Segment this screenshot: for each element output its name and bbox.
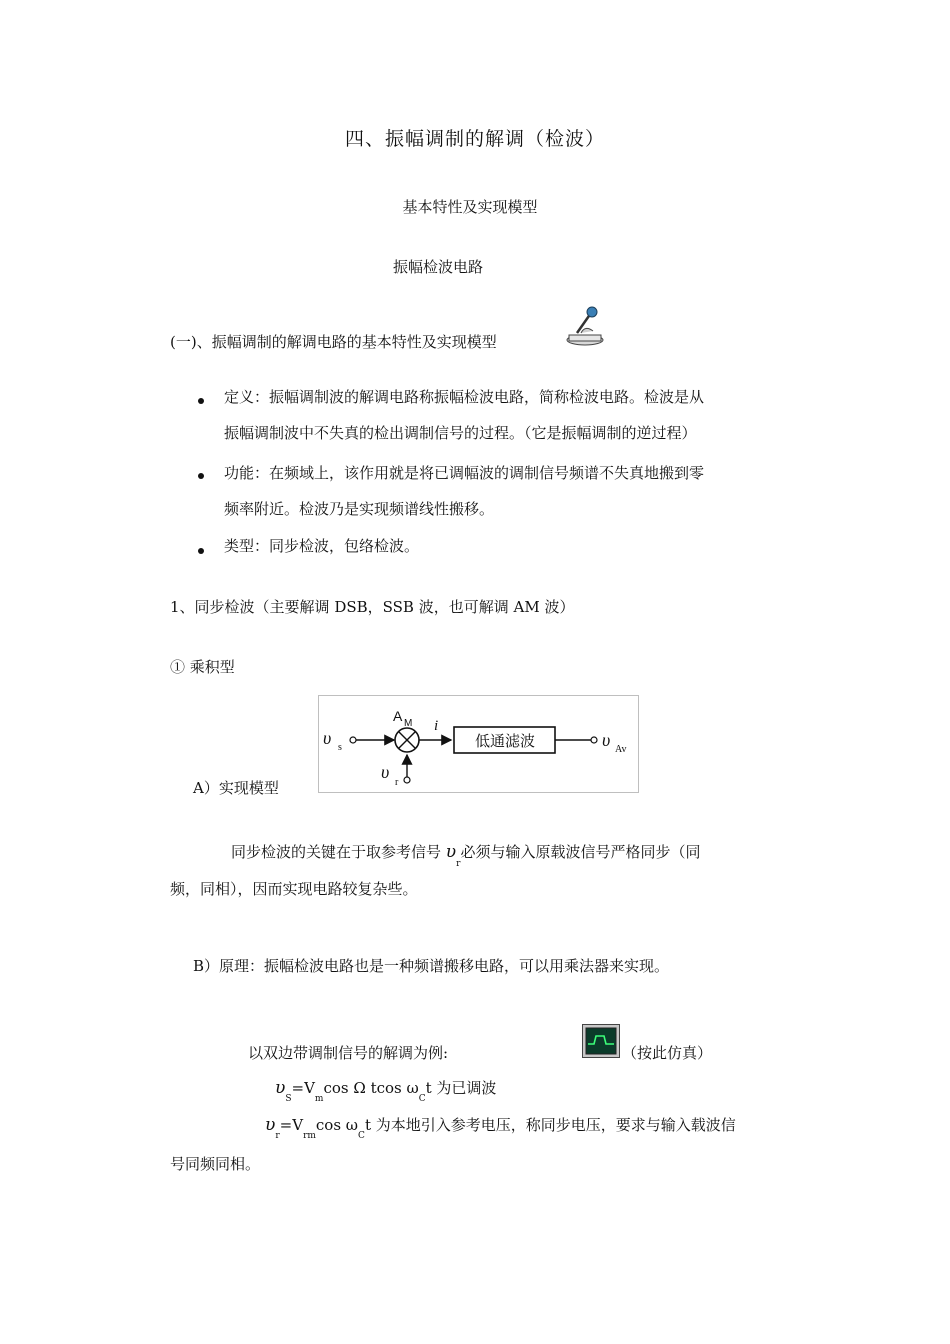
eq1-text: cos Ω tcos ω — [323, 1079, 419, 1097]
item-product-type: ① 乘积型 — [170, 658, 235, 676]
reference-signal-subscript: r — [395, 777, 399, 788]
bullet-type-line1: 类型：同步检波，包络检波。 — [224, 537, 420, 555]
multiplier-subscript: M — [404, 718, 413, 729]
page-title: 四、振幅调制的解调（检波） — [344, 128, 605, 150]
reference-signal-symbol: υ — [445, 842, 457, 862]
output-signal-symbol: υ — [602, 730, 611, 750]
eq2-text: =V — [279, 1116, 304, 1134]
eq1-subscript: C — [418, 1094, 426, 1104]
subtitle-basic-characteristics: 基本特性及实现模型 — [402, 198, 538, 216]
bullet-dot — [198, 548, 204, 554]
eq2-subscript: C — [358, 1131, 365, 1141]
eq1-symbol: υ — [275, 1078, 286, 1098]
input-signal-symbol: υ — [323, 728, 332, 748]
eq1-text: t 为已调波 — [425, 1079, 497, 1097]
principle-text: B）原理：振幅检波电路也是一种频谱搬移电路，可以用乘法器来实现。 — [193, 957, 670, 975]
eq2-text: t 为本地引入参考电压，称同步电压，要求与输入载波信 — [364, 1116, 736, 1134]
input-signal-subscript: s — [338, 742, 342, 753]
equation-reference-line2: 号同频同相。 — [170, 1155, 261, 1173]
bullet-function-line1: 功能：在频域上，该作用就是将已调幅波的调制信号频谱不失真地搬到零 — [224, 464, 705, 482]
current-label: i — [434, 718, 439, 734]
simulate-link[interactable]: （按此仿真） — [622, 1044, 713, 1062]
output-signal-subscript: Av — [615, 744, 627, 755]
eq2-subscript: rm — [303, 1131, 316, 1141]
bullet-function — [224, 455, 786, 527]
input-terminal — [350, 737, 356, 743]
section-heading-1: (一)、振幅调制的解调电路的基本特性及实现模型 — [170, 333, 497, 351]
key-paragraph-line2: 频，同相），因而实现电路较复杂些。 — [170, 880, 418, 898]
equation-signal — [275, 1077, 497, 1104]
block-diagram — [318, 695, 639, 793]
block-diagram-svg — [319, 696, 638, 792]
lowpass-filter-label: 低通滤波 — [474, 732, 536, 750]
eq2-subscript: r — [275, 1131, 280, 1141]
eq2-text: cos ω — [315, 1116, 359, 1134]
eq1-subscript: m — [314, 1094, 324, 1104]
eq1-subscript: S — [285, 1094, 292, 1104]
key-paragraph-line1 — [231, 841, 701, 869]
reference-signal-symbol: υ — [381, 762, 390, 782]
output-terminal — [591, 737, 597, 743]
multiplier-label: A — [393, 708, 403, 724]
bullet-type — [224, 528, 786, 564]
reference-terminal — [404, 777, 410, 783]
eq1-text: =V — [291, 1079, 315, 1097]
bullet-dot — [198, 398, 204, 404]
example-text: 以双边带调制信号的解调为例: — [248, 1044, 449, 1062]
subtitle-detection-circuit: 振幅检波电路 — [393, 258, 484, 276]
equation-reference — [265, 1114, 736, 1141]
key-paragraph-text: 同步检波的关键在于取参考信号 — [231, 843, 442, 861]
bullet-definition-line2: 振幅调制波中不失真的检出调制信号的过程。（它是振幅调制的逆过程） — [224, 424, 697, 442]
key-paragraph-text: 必须与输入原载波信号严格同步（同 — [460, 843, 701, 861]
bullet-definition-line1: 定义：振幅调制波的解调电路称振幅检波电路，简称检波电路。检波是从 — [224, 388, 705, 406]
microphone-icon[interactable] — [563, 305, 605, 347]
item-sync-detection: 1、同步检波（主要解调 DSB，SSB 波，也可解调 AM 波） — [170, 598, 575, 616]
model-label: A）实现模型 — [193, 779, 279, 797]
bullet-dot — [198, 473, 204, 479]
reference-signal-subscript: r — [456, 859, 461, 869]
eq2-symbol: υ — [265, 1115, 276, 1135]
bullet-function-line2: 频率附近。检波乃是实现频谱线性搬移。 — [224, 500, 495, 518]
bullet-definition — [224, 379, 786, 451]
oscilloscope-icon[interactable] — [582, 1024, 620, 1058]
